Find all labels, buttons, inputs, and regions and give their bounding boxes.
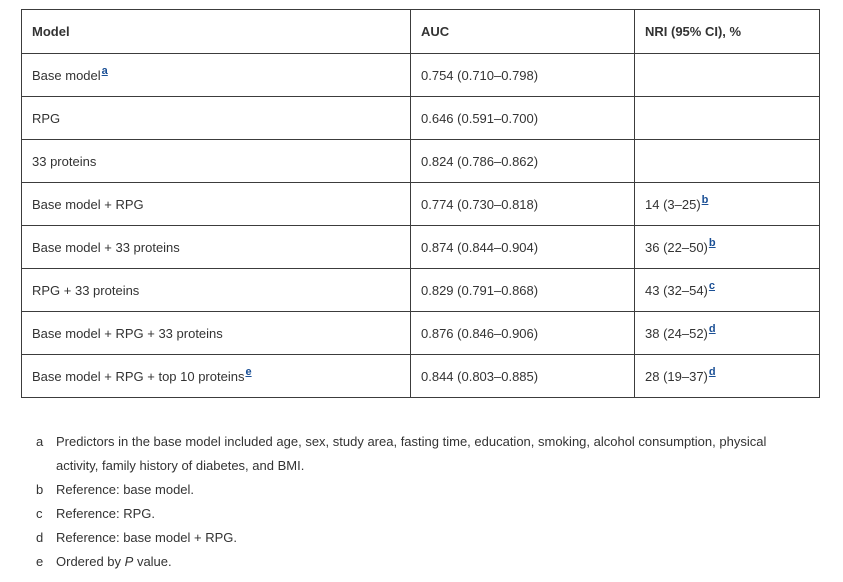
table-row bbox=[22, 97, 820, 140]
header-auc: AUC bbox=[411, 10, 635, 54]
footnote-key: a bbox=[36, 434, 44, 449]
cell-nri bbox=[635, 54, 820, 97]
cell-nri bbox=[635, 97, 820, 140]
cell-model bbox=[22, 54, 411, 97]
model-label: Base model + RPG + top 10 proteins bbox=[32, 368, 245, 384]
cell-nri bbox=[635, 226, 820, 269]
cell-model: 33 proteins bbox=[22, 140, 411, 183]
footnote-key: b bbox=[36, 482, 44, 497]
cell-model: RPG bbox=[22, 97, 411, 140]
cell-model: Base model + RPG bbox=[22, 183, 411, 226]
footnote-key: d bbox=[36, 530, 44, 545]
cell-model: Base model + RPG + 33 proteins bbox=[22, 312, 411, 355]
table-row bbox=[22, 226, 820, 269]
cell-auc: 0.754 (0.710–0.798) bbox=[411, 54, 635, 97]
footnote-link-b[interactable]: b bbox=[708, 237, 716, 250]
cell-nri bbox=[635, 140, 820, 183]
footnote-text: Reference: RPG. bbox=[56, 506, 155, 521]
cell-nri bbox=[635, 183, 820, 226]
table-row bbox=[22, 54, 820, 97]
table-header-row bbox=[22, 10, 820, 54]
cell-auc: 0.876 (0.846–0.906) bbox=[411, 312, 635, 355]
footnote-link-d[interactable]: d bbox=[708, 323, 716, 336]
cell-nri bbox=[635, 312, 820, 355]
model-label: Base model bbox=[32, 67, 101, 83]
footnote-link-d[interactable]: d bbox=[708, 366, 716, 379]
table-row bbox=[22, 312, 820, 355]
footnote-link-b[interactable]: b bbox=[701, 194, 709, 207]
header-nri: NRI (95% CI), % bbox=[635, 10, 820, 54]
nri-value: 36 (22–50) bbox=[645, 239, 708, 255]
footnote-key: e bbox=[36, 554, 44, 569]
table-row bbox=[22, 183, 820, 226]
footnote-text bbox=[56, 550, 796, 574]
cell-nri bbox=[635, 269, 820, 312]
cell-auc: 0.824 (0.786–0.862) bbox=[411, 140, 635, 183]
footnote-link-a[interactable]: a bbox=[101, 65, 108, 78]
footnote-e bbox=[36, 550, 796, 574]
footnote-text-after: value. bbox=[133, 554, 172, 569]
cell-model bbox=[22, 355, 411, 398]
cell-auc: 0.874 (0.844–0.904) bbox=[411, 226, 635, 269]
cell-model: RPG + 33 proteins bbox=[22, 269, 411, 312]
footnote-d bbox=[36, 526, 796, 550]
nri-value: 28 (19–37) bbox=[645, 368, 708, 384]
nri-value: 14 (3–25) bbox=[645, 196, 701, 212]
footnote-c bbox=[36, 502, 796, 526]
footnote-link-c[interactable]: c bbox=[708, 280, 716, 293]
footnote-b bbox=[36, 478, 796, 502]
cell-model: Base model + 33 proteins bbox=[22, 226, 411, 269]
footnote-text: Reference: base model. bbox=[56, 482, 195, 497]
cell-auc: 0.774 (0.730–0.818) bbox=[411, 183, 635, 226]
header-model: Model bbox=[22, 10, 411, 54]
footnote-text-before: Ordered by bbox=[56, 554, 125, 569]
footnote-key: c bbox=[36, 506, 43, 521]
nri-value: 38 (24–52) bbox=[645, 325, 708, 341]
cell-auc: 0.829 (0.791–0.868) bbox=[411, 269, 635, 312]
nri-value: 43 (32–54) bbox=[645, 282, 708, 298]
footnote-a bbox=[36, 430, 796, 478]
footnote-text: Reference: base model + RPG. bbox=[56, 530, 238, 545]
footnote-link-e[interactable]: e bbox=[245, 366, 252, 379]
footnote-text-italic: P bbox=[124, 554, 134, 569]
table-row bbox=[22, 140, 820, 183]
footnotes bbox=[36, 430, 796, 574]
table-row bbox=[22, 355, 820, 398]
table-row bbox=[22, 269, 820, 312]
cell-auc: 0.844 (0.803–0.885) bbox=[411, 355, 635, 398]
cell-auc: 0.646 (0.591–0.700) bbox=[411, 97, 635, 140]
footnote-text: Predictors in the base model included age, sex, study area, fasting time, education, smoking, alcohol consumption, physical activity, family history of diabetes, and BMI. bbox=[56, 434, 767, 473]
results-table bbox=[21, 9, 820, 398]
cell-nri bbox=[635, 355, 820, 398]
